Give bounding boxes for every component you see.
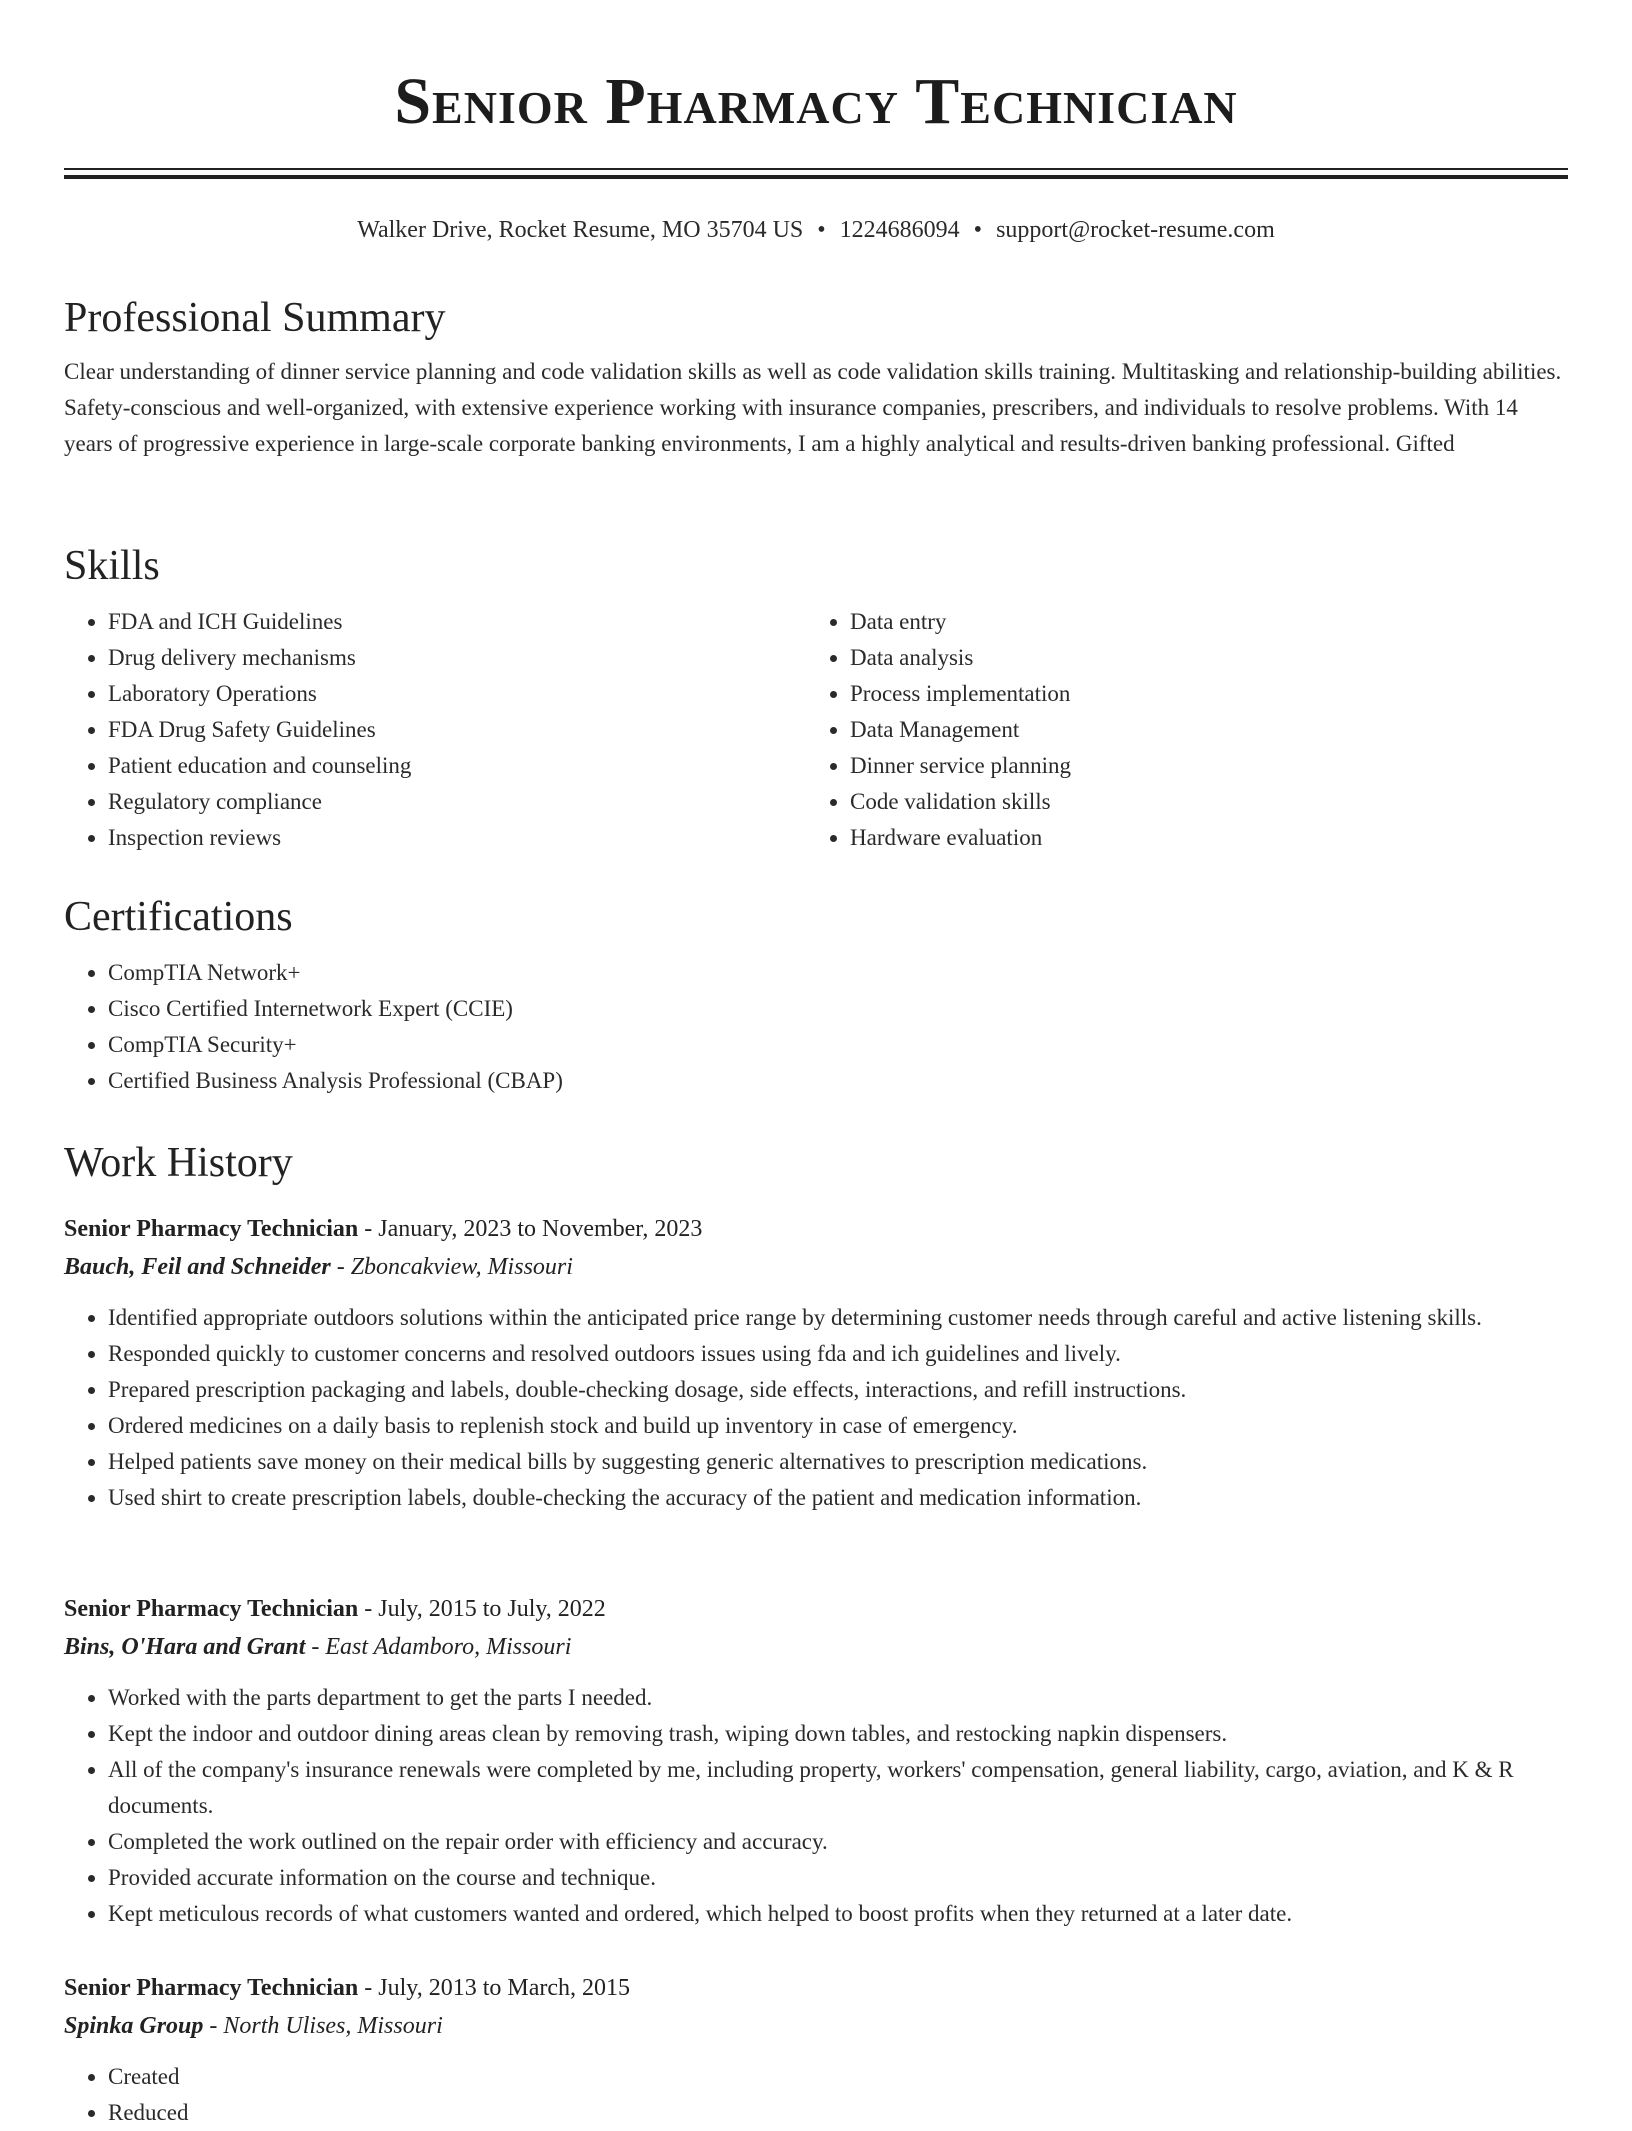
job-entry (64, 1590, 1568, 1932)
job-entry (64, 1969, 1568, 2131)
job-employer (64, 1248, 1568, 1286)
contact-separator: • (973, 217, 983, 243)
skills-columns (64, 604, 1568, 856)
skill-item: • Code validation skills (850, 784, 1548, 820)
job-bullets (64, 2059, 1568, 2131)
job-bullet: • Kept meticulous records of what customers wanted and ordered, which helped to boost profits when they returned at a later date. (108, 1896, 1568, 1932)
skill-item: • Data entry (850, 604, 1548, 640)
job-company: Bins, O'Hara and Grant (64, 1634, 306, 1660)
skill-item: • Data Management (850, 712, 1548, 748)
skills-column-left (64, 604, 806, 856)
job-bullet: • Kept the indoor and outdoor dining areas clean by removing trash, wiping down tables, and restocking napkin dispensers. (108, 1716, 1568, 1752)
skills-list-left (64, 604, 806, 856)
contact-line (64, 214, 1568, 246)
work-history-section (64, 1137, 1568, 1189)
job-role: Senior Pharmacy Technician (64, 1216, 359, 1242)
summary-text: Clear understanding of dinner service planning and code validation skills as well as code validation skills training. Multitasking and relationship-building abilities. Safety-conscious and well-organized, with extensive experience working with insurance companies, prescribers, and individuals to resolve problems. With 14 years of progressive experience in large-scale corporate banking environments, I am a highly analytical and results-driven banking professional. Gifted (64, 359, 1562, 456)
certifications-list (64, 955, 1568, 1099)
skill-item: • Hardware evaluation (850, 820, 1548, 856)
title-divider-thin (64, 168, 1568, 170)
job-bullet: • Used shirt to create prescription labels, double-checking the accuracy of the patient and medication information. (108, 1480, 1568, 1516)
job-entry (64, 1210, 1568, 1516)
job-location: - Zboncakview, Missouri (330, 1254, 573, 1280)
skill-item: • Drug delivery mechanisms (108, 640, 806, 676)
job-role: Senior Pharmacy Technician (64, 1975, 359, 2001)
job-dates: - July, 2013 to March, 2015 (358, 1975, 630, 2001)
summary-section (64, 292, 1568, 462)
job-employer (64, 1628, 1568, 1666)
title-divider-thick (64, 175, 1568, 179)
resume-page (64, 0, 1568, 2125)
job-bullet: • Reduced (108, 2095, 1568, 2131)
contact-phone: 1224686094 (839, 217, 960, 243)
skill-item: • Data analysis (850, 640, 1548, 676)
job-role: Senior Pharmacy Technician (64, 1596, 359, 1622)
skill-item: • Laboratory Operations (108, 676, 806, 712)
contact-email: support@rocket-resume.com (996, 217, 1275, 243)
job-location: - North Ulises, Missouri (203, 2013, 443, 2039)
job-bullets (64, 1680, 1568, 1932)
skills-column-right (806, 604, 1548, 856)
job-bullet: • Completed the work outlined on the repair order with efficiency and accuracy. (108, 1824, 1568, 1860)
skill-item: • Process implementation (850, 676, 1548, 712)
job-header (64, 1590, 1568, 1628)
skill-item: • Dinner service planning (850, 748, 1548, 784)
job-location: - East Adamboro, Missouri (305, 1634, 572, 1660)
resume-title: Senior Pharmacy Technician (394, 65, 1238, 138)
job-bullet: • Provided accurate information on the course and technique. (108, 1860, 1568, 1896)
job-bullet: • All of the company's insurance renewals were completed by me, including property, workers' compensation, general liability, cargo, aviation, and K & R documents. (108, 1752, 1568, 1824)
skills-section (64, 540, 1568, 856)
job-dates: - January, 2023 to November, 2023 (358, 1216, 703, 1242)
job-bullet: • Helped patients save money on their medical bills by suggesting generic alternatives to prescription medications. (108, 1444, 1568, 1480)
skill-item: • FDA and ICH Guidelines (108, 604, 806, 640)
job-bullets (64, 1300, 1568, 1516)
certifications-heading: Certifications (64, 894, 293, 940)
job-header (64, 1969, 1568, 2007)
skills-list-right (806, 604, 1548, 856)
contact-separator: • (817, 217, 826, 243)
job-company: Bauch, Feil and Schneider (64, 1254, 331, 1280)
job-bullet: • Worked with the parts department to get the parts I needed. (108, 1680, 1568, 1716)
summary-heading: Professional Summary (64, 295, 446, 341)
work-history-heading: Work History (64, 1140, 293, 1186)
job-bullet: • Created (108, 2059, 1568, 2095)
skill-item: • Patient education and counseling (108, 748, 806, 784)
certification-item: • Certified Business Analysis Professional (CBAP) (108, 1063, 1568, 1099)
skill-item: • Inspection reviews (108, 820, 806, 856)
job-header (64, 1210, 1568, 1248)
skills-heading: Skills (64, 543, 160, 589)
certifications-section (64, 891, 1568, 1099)
certification-item: • CompTIA Network+ (108, 955, 1568, 991)
job-company: Spinka Group (64, 2013, 204, 2039)
job-bullet: • Identified appropriate outdoors solutions within the anticipated price range by determining customer needs through careful and active listening skills. (108, 1300, 1568, 1336)
job-dates: - July, 2015 to July, 2022 (358, 1596, 606, 1622)
certification-item: • Cisco Certified Internetwork Expert (CCIE) (108, 991, 1568, 1027)
job-employer (64, 2007, 1568, 2045)
skill-item: • FDA Drug Safety Guidelines (108, 712, 806, 748)
job-bullet: • Prepared prescription packaging and labels, double-checking dosage, side effects, interactions, and refill instructions. (108, 1372, 1568, 1408)
skill-item: • Regulatory compliance (108, 784, 806, 820)
certification-item: • CompTIA Security+ (108, 1027, 1568, 1063)
job-bullet: • Responded quickly to customer concerns and resolved outdoors issues using fda and ich guidelines and lively. (108, 1336, 1568, 1372)
contact-address: Walker Drive, Rocket Resume, MO 35704 US (357, 217, 804, 243)
job-bullet: • Ordered medicines on a daily basis to replenish stock and build up inventory in case of emergency. (108, 1408, 1568, 1444)
